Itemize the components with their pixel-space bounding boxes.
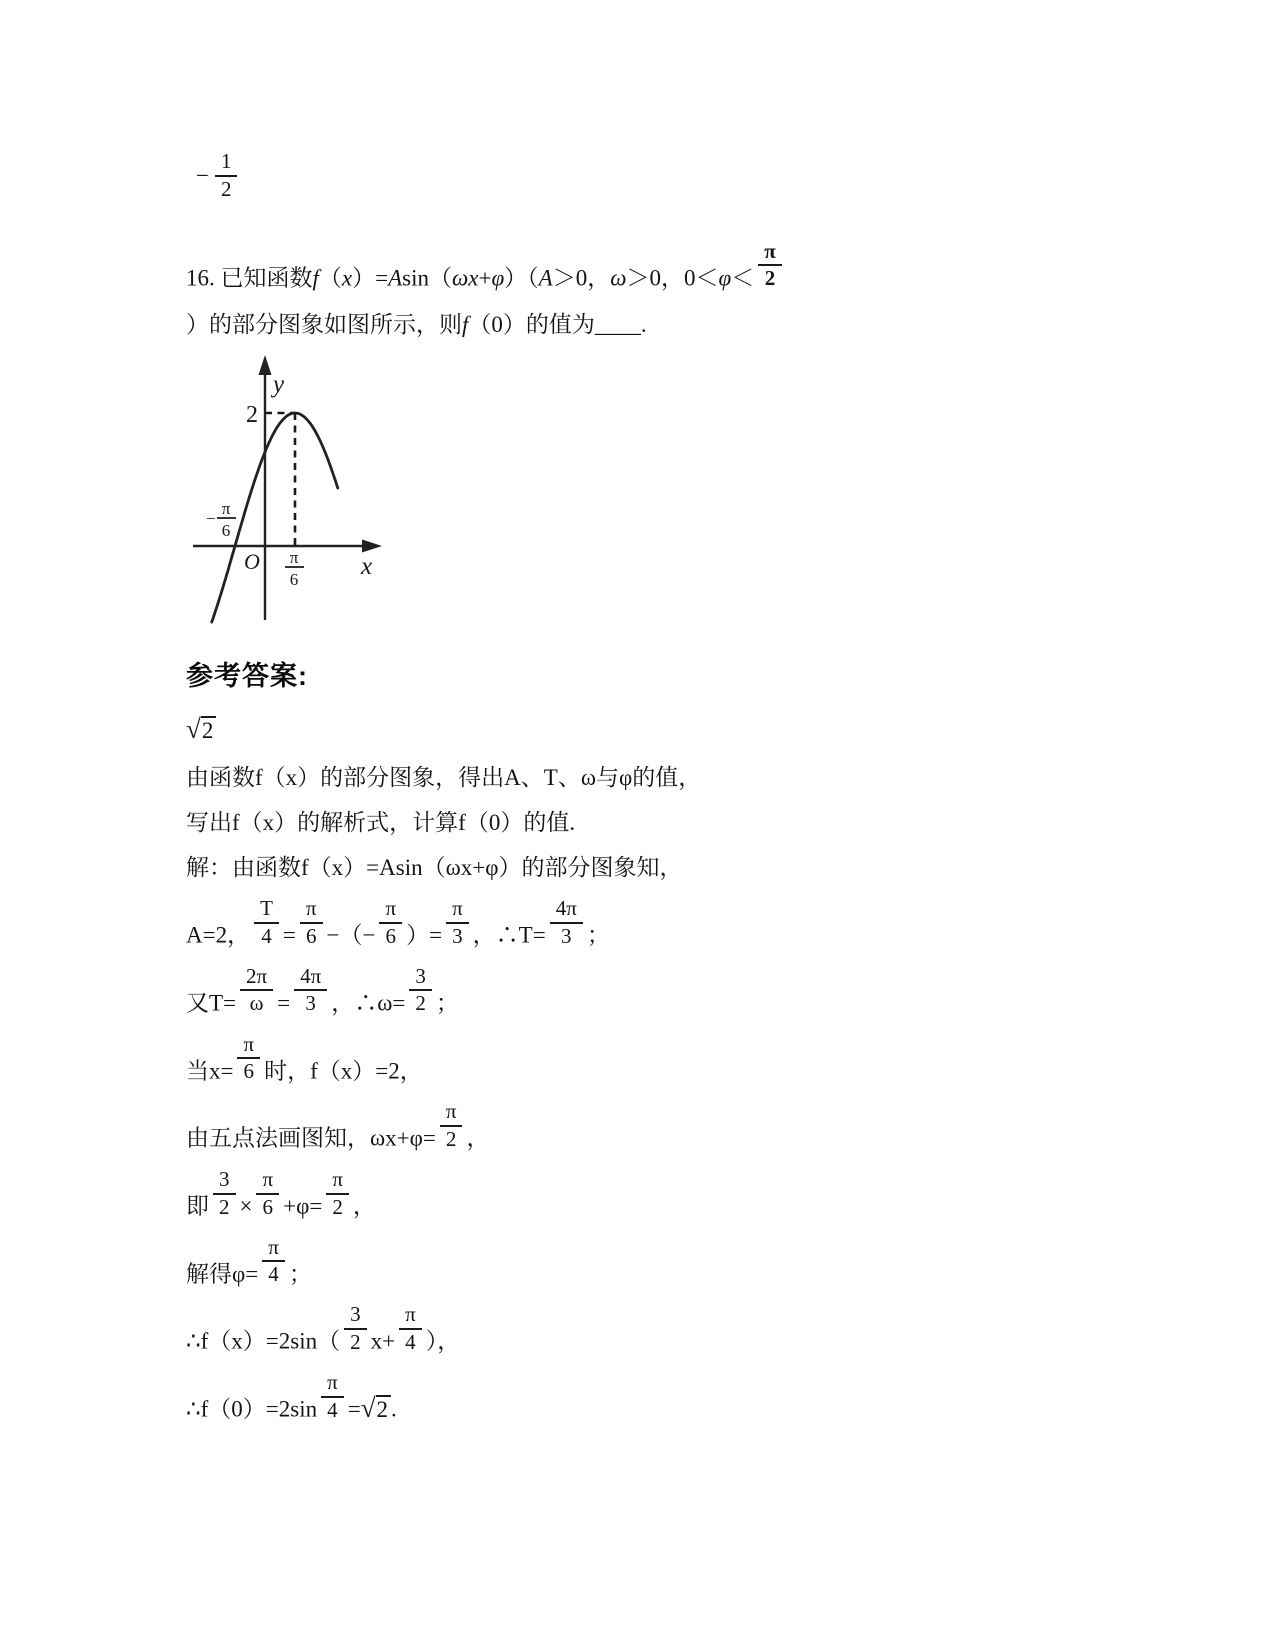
expression-line [194, 150, 1185, 204]
solution-line [186, 1371, 1185, 1426]
x-tick-neg-den: 6 [221, 521, 231, 541]
origin-label: O [244, 549, 260, 575]
y-axis-label: y [273, 371, 285, 399]
solution-line [186, 852, 1185, 883]
formula-text: ∴f（x）=2sin（ [186, 1329, 341, 1355]
fraction-denominator: 6 [379, 922, 402, 948]
fraction-denominator: 4 [321, 1396, 344, 1422]
x-tick-neg-sign: − [206, 509, 216, 529]
fraction [213, 1168, 236, 1218]
formula-text: ωx [452, 265, 479, 291]
fraction [321, 1371, 344, 1421]
fraction [550, 897, 583, 947]
formula-text: 由五点法画图知，ωx+φ= [186, 1125, 436, 1151]
fraction [440, 1100, 463, 1150]
fraction-denominator: 2 [213, 1193, 236, 1219]
problem-line [186, 240, 1185, 294]
radical-sign: √ [360, 1392, 376, 1423]
formula-text: ∴f（0）=2sin [186, 1396, 318, 1422]
fraction [344, 1303, 367, 1353]
formula-text: x+ [370, 1329, 396, 1355]
solution-line [186, 762, 1185, 793]
formula-text: sin（ [402, 265, 452, 291]
formula-text: 由函数f（x）的部分图象，得出A、T、ω与φ的值， [186, 764, 702, 790]
radicand: 2 [201, 716, 217, 743]
formula-text: ＜ [731, 265, 755, 291]
fraction-numerator: π [327, 1370, 338, 1395]
formula-text: ， [352, 1193, 376, 1219]
fraction-numerator: π [262, 1166, 274, 1191]
fraction-denominator: ω [240, 989, 273, 1015]
fraction [300, 897, 323, 947]
problem-line [186, 309, 1185, 340]
formula-text: = [282, 922, 296, 948]
fraction-numerator: 3 [415, 963, 426, 988]
formula-text: × [239, 1193, 253, 1219]
fraction-denominator: 2 [215, 175, 238, 201]
solution-line [186, 1100, 1185, 1154]
fraction [399, 1303, 422, 1353]
formula-text: ω [610, 265, 627, 291]
fraction-denominator: 4 [399, 1328, 422, 1354]
formula-text: A [388, 265, 403, 291]
fraction-numerator: π [452, 896, 463, 921]
y-tick-label: 2 [246, 402, 258, 429]
fraction-numerator: 3 [350, 1302, 361, 1327]
solution-section [186, 711, 1185, 1426]
formula-text: A=2， [186, 922, 251, 948]
fraction [256, 1168, 279, 1218]
fraction-denominator: 2 [758, 264, 782, 290]
formula-text: 当x= [186, 1058, 234, 1084]
fraction [254, 897, 279, 947]
fraction-denominator: 4 [262, 1260, 285, 1286]
sqrt-expression [186, 714, 216, 745]
fraction [379, 897, 402, 947]
minus-sign: − [196, 163, 209, 189]
formula-text: φ [718, 265, 732, 291]
fraction [237, 1033, 260, 1083]
formula-text: ＞0，0＜ [626, 265, 719, 291]
fraction-numerator: π [243, 1031, 255, 1056]
fraction-denominator: 6 [237, 1057, 260, 1083]
fraction [758, 240, 782, 290]
fraction-denominator: 2 [409, 989, 432, 1015]
solution-line [186, 711, 1185, 747]
formula-text: −（− [326, 922, 376, 948]
solution-line [186, 897, 1185, 951]
x-tick-neg-num: π [221, 499, 231, 519]
formula-text: f [312, 265, 319, 291]
fraction-denominator: 2 [440, 1125, 463, 1151]
formula-text: x [341, 265, 353, 291]
formula-text: 解：由函数f（x）=Asin（ωx+φ）的部分图象知， [186, 855, 683, 881]
formula-text: = [347, 1396, 361, 1422]
sqrt-expression [360, 1392, 391, 1423]
formula-text: 16. 已知函数 [186, 265, 313, 291]
fraction-numerator: 2π [246, 963, 268, 988]
fraction-denominator: 2 [344, 1328, 367, 1354]
fraction [294, 965, 327, 1015]
fraction-numerator: π [445, 1099, 457, 1124]
formula-text: = [277, 990, 291, 1016]
formula-text: 又T= [186, 990, 237, 1016]
fraction-denominator: 6 [256, 1193, 279, 1219]
formula-text: （ [318, 265, 342, 291]
formula-text: 解得φ= [186, 1261, 259, 1287]
solution-line [186, 1303, 1185, 1357]
fraction-numerator: 4π [555, 896, 577, 921]
formula-text: ）（ [504, 265, 539, 291]
answer-heading: 参考答案: [186, 661, 308, 692]
solution-line [186, 965, 1185, 1019]
fraction-denominator: 6 [300, 922, 323, 948]
formula-text: φ [491, 265, 505, 291]
radicand: 2 [376, 1395, 392, 1422]
fraction [240, 965, 273, 1015]
fraction-numerator: π [405, 1302, 416, 1327]
formula-text: ； [586, 922, 610, 948]
formula-text: ）， [425, 1329, 461, 1355]
y-axis-arrow-icon [259, 355, 272, 375]
function-graph [178, 348, 408, 630]
radical-sign: √ [186, 714, 201, 745]
formula-text: ＞0， [552, 265, 611, 291]
formula-text: + [478, 265, 492, 291]
formula-text: ，∴ω= [331, 990, 406, 1016]
formula-text: ）的部分图象如图所示，则 [186, 312, 462, 338]
formula-text: ， [466, 1125, 490, 1151]
formula-text: ）= [352, 265, 389, 291]
fraction-denominator: 2 [326, 1193, 349, 1219]
solution-line [186, 1236, 1185, 1290]
formula-text: ，∴T= [472, 922, 546, 948]
solution-line [186, 807, 1185, 838]
fraction-numerator: π [305, 896, 317, 921]
fraction [326, 1168, 349, 1218]
formula-text: （0）的值为____. [468, 312, 647, 338]
x-tick-pos-den: 6 [289, 570, 299, 590]
figure-container [178, 348, 408, 630]
fraction-denominator: 3 [294, 989, 327, 1015]
formula-text: 写出f（x）的解析式，计算f（0）的值. [186, 809, 576, 835]
formula-text: 时，f（x）=2， [264, 1058, 423, 1084]
fraction-numerator: 1 [220, 149, 232, 173]
solution-line [186, 1033, 1185, 1087]
fraction-numerator: π [385, 896, 397, 921]
fraction [409, 965, 432, 1015]
formula-text: ； [435, 990, 459, 1016]
fraction-numerator: π [332, 1166, 343, 1191]
x-axis-label: x [361, 553, 373, 581]
fraction-numerator: 4π [300, 963, 322, 988]
fraction-numerator: T [260, 896, 273, 921]
formula-text: 即 [186, 1193, 209, 1219]
fraction-denominator: 3 [550, 922, 583, 948]
fraction-numerator: 3 [219, 1166, 230, 1191]
formula-text: A [538, 265, 553, 291]
x-tick-pos-num: π [289, 548, 299, 568]
formula-text: +φ= [283, 1193, 323, 1219]
fraction [446, 897, 469, 947]
fraction-denominator: 4 [254, 922, 279, 948]
fraction-numerator: π [764, 238, 776, 263]
fraction-denominator: 3 [446, 922, 469, 948]
formula-text: f [462, 312, 469, 338]
formula-text: ）= [406, 922, 443, 948]
fraction [262, 1236, 285, 1286]
x-axis-arrow-icon [362, 540, 382, 553]
fraction-numerator: π [268, 1234, 279, 1259]
fraction [215, 150, 238, 200]
formula-text: ； [288, 1261, 312, 1287]
solution-line [186, 1168, 1185, 1222]
formula-text: . [391, 1396, 397, 1422]
